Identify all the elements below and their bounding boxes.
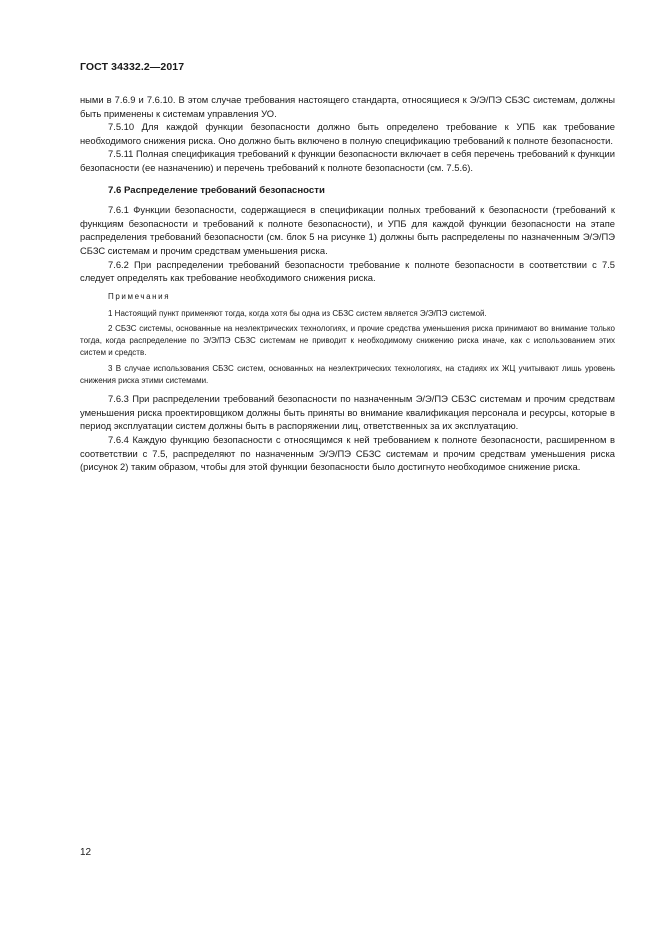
- paragraph-7-5-10: 7.5.10 Для каждой функции безопасности должно быть определено требование к УПБ как требование необходимого снижения риска. Оно должно быть включено в полную спецификацию требований к полноте безопасности.: [80, 121, 615, 146]
- paragraph-7-6-2: 7.6.2 При распределении требований безопасности требование к полноте безопасности в соответствии с 7.5 следует определять как требование необходимого снижения риска.: [80, 258, 615, 284]
- note-item: 1 Настоящий пункт применяют тогда, когда хотя бы одна из СБЗС систем является Э/Э/ПЭ системой.: [108, 308, 487, 318]
- paragraph-7-6-1: 7.6.1 Функции безопасности, содержащиеся в спецификации полных требований к безопасности (требований к функциям безопасности и требований к полноте безопасности), и УПБ для каждой функции безопасности на этапе распределения требований безопасности (см. блок 5 на рисунке 1) должны быть распределены по назначенным Э/Э/ПЭ СБЗС системам и прочим средствам уменьшения риска.: [80, 204, 615, 256]
- notes-heading: Примечания: [108, 291, 171, 301]
- section-title: 7.6 Распределение требований безопасности: [108, 184, 325, 196]
- page-number: 12: [80, 847, 92, 858]
- document-header: ГОСТ 34332.2—2017: [80, 61, 185, 73]
- notes-block: [80, 291, 615, 387]
- paragraph-7-6-4: 7.6.4 Каждую функцию безопасности с относящимся к ней требованием к полноте безопасности, расширенном в соответствии с 7.5, распределяют по назначенным Э/Э/ПЭ СБЗС системам и прочим средствам уменьшения риска (рисунок 2) таким образом, чтобы для этой функции безопасности было достигнуто необходимое снижение риска.: [80, 434, 615, 473]
- paragraph-7-5-11: 7.5.11 Полная спецификация требований к функции безопасности включает в себя перечень требований к функции безопасности (ее назначению) и перечень требований к полноте безопасности (см. 7.5.6).: [80, 148, 615, 173]
- note-item: 2 СБЗС системы, основанные на неэлектрических технологиях, и прочие средства уменьшения риска принимают во внимание только тогда, когда распределение по Э/Э/ПЭ СБЗС системам не приводит к необходимому снижению риска иначе, как с использованием этих систем и средств.: [80, 324, 615, 357]
- paragraph-7-6-3: 7.6.3 При распределении требований безопасности по назначенным Э/Э/ПЭ СБЗС системам и прочим средствам уменьшения риска проектировщиком должны быть приняты во внимание квалификация персонала и ресурсы, которые в период эксплуатации систем должны быть в распоряжении лиц, ответственных за их эксплуатацию.: [80, 393, 615, 432]
- note-item: 3 В случае использования СБЗС систем, основанных на неэлектрических технологиях, на стадиях их ЖЦ учитывают лишь уровень снижения риска этими системами.: [80, 363, 615, 385]
- paragraph-continuation: ными в 7.6.9 и 7.6.10. В этом случае требования настоящего стандарта, относящиеся к Э/Э/ПЭ СБЗС системам, должны быть применены к системам управления УО.: [80, 94, 615, 119]
- page-content: [80, 93, 615, 474]
